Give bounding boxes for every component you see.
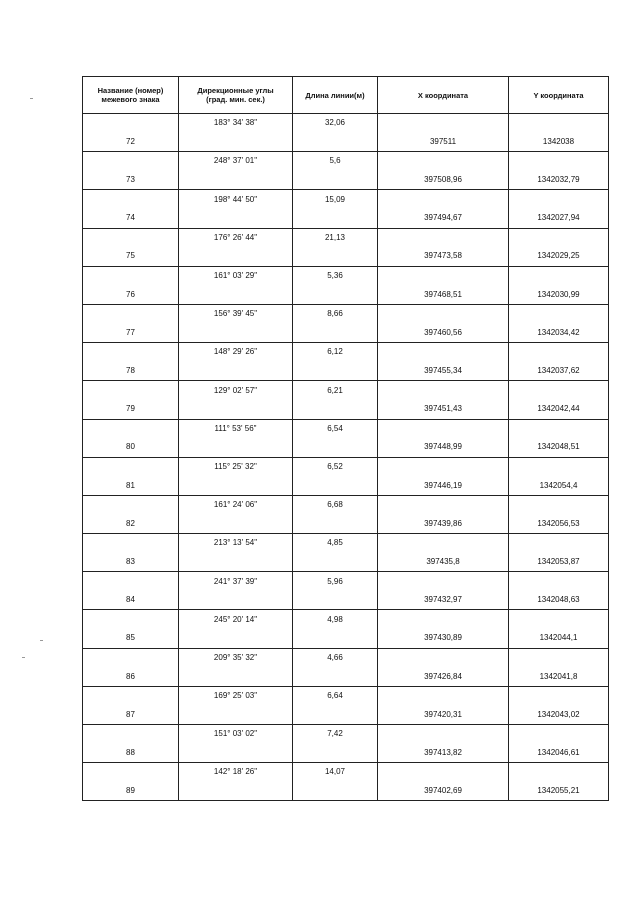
cell-y-coordinate bbox=[509, 495, 609, 514]
cell-x-coordinate: 397413,82 bbox=[378, 744, 509, 763]
cell-y-coordinate bbox=[509, 686, 609, 705]
cell-line-length bbox=[293, 438, 378, 457]
header-direction-angle: Дирекционные углы (град. мин. сек.) bbox=[179, 77, 293, 114]
cell-direction-angle: 161° 03' 29" bbox=[179, 266, 293, 285]
cell-x-coordinate bbox=[378, 495, 509, 514]
cell-y-coordinate: 1342056,53 bbox=[509, 514, 609, 533]
table-row bbox=[83, 686, 609, 705]
cell-y-coordinate bbox=[509, 648, 609, 667]
table-row bbox=[83, 610, 609, 629]
cell-direction-angle bbox=[179, 553, 293, 572]
cell-mark-name: 89 bbox=[83, 782, 179, 801]
cell-direction-angle: 148° 29' 26" bbox=[179, 343, 293, 362]
cell-y-coordinate: 1342032,79 bbox=[509, 171, 609, 190]
cell-mark-name bbox=[83, 763, 179, 782]
cell-direction-angle bbox=[179, 209, 293, 228]
header-x-coordinate: X координата bbox=[378, 77, 509, 114]
cell-line-length bbox=[293, 705, 378, 724]
table-row bbox=[83, 553, 609, 572]
cell-direction-angle: 245° 20' 14" bbox=[179, 610, 293, 629]
cell-x-coordinate: 397430,89 bbox=[378, 629, 509, 648]
cell-x-coordinate bbox=[378, 572, 509, 591]
cell-y-coordinate bbox=[509, 534, 609, 553]
cell-y-coordinate: 1342054,4 bbox=[509, 476, 609, 495]
cell-line-length: 5,96 bbox=[293, 572, 378, 591]
cell-line-length bbox=[293, 362, 378, 381]
cell-y-coordinate bbox=[509, 610, 609, 629]
cell-line-length: 14,07 bbox=[293, 763, 378, 782]
cell-x-coordinate bbox=[378, 152, 509, 171]
cell-line-length: 4,66 bbox=[293, 648, 378, 667]
cell-mark-name: 73 bbox=[83, 171, 179, 190]
cell-mark-name: 75 bbox=[83, 247, 179, 266]
cell-direction-angle: 213° 13' 54" bbox=[179, 534, 293, 553]
cell-direction-angle bbox=[179, 362, 293, 381]
table-row bbox=[83, 457, 609, 476]
cell-direction-angle bbox=[179, 171, 293, 190]
cell-mark-name: 79 bbox=[83, 400, 179, 419]
cell-line-length: 5,6 bbox=[293, 152, 378, 171]
cell-mark-name bbox=[83, 266, 179, 285]
cell-x-coordinate: 397448,99 bbox=[378, 438, 509, 457]
cell-mark-name bbox=[83, 419, 179, 438]
cell-mark-name: 83 bbox=[83, 553, 179, 572]
cell-direction-angle bbox=[179, 782, 293, 801]
cell-x-coordinate: 397460,56 bbox=[378, 324, 509, 343]
cell-mark-name bbox=[83, 534, 179, 553]
cell-direction-angle bbox=[179, 400, 293, 419]
cell-x-coordinate bbox=[378, 381, 509, 400]
cell-x-coordinate: 397455,34 bbox=[378, 362, 509, 381]
cell-y-coordinate: 1342053,87 bbox=[509, 553, 609, 572]
cell-x-coordinate bbox=[378, 534, 509, 553]
cell-x-coordinate: 397494,67 bbox=[378, 209, 509, 228]
cell-direction-angle bbox=[179, 438, 293, 457]
cell-y-coordinate bbox=[509, 190, 609, 209]
cell-direction-angle bbox=[179, 705, 293, 724]
cell-mark-name: 77 bbox=[83, 324, 179, 343]
cell-mark-name: 81 bbox=[83, 476, 179, 495]
table-row bbox=[83, 133, 609, 152]
cell-x-coordinate bbox=[378, 648, 509, 667]
cell-line-length bbox=[293, 133, 378, 152]
cell-line-length: 6,12 bbox=[293, 343, 378, 362]
cell-mark-name: 76 bbox=[83, 285, 179, 304]
table-row bbox=[83, 304, 609, 323]
table-row bbox=[83, 572, 609, 591]
table-row bbox=[83, 648, 609, 667]
table-row bbox=[83, 247, 609, 266]
cell-direction-angle: 142° 18' 26" bbox=[179, 763, 293, 782]
cell-mark-name: 85 bbox=[83, 629, 179, 648]
table-row bbox=[83, 705, 609, 724]
cell-direction-angle: 198° 44' 50" bbox=[179, 190, 293, 209]
cell-y-coordinate: 1342043,02 bbox=[509, 705, 609, 724]
cell-direction-angle bbox=[179, 285, 293, 304]
table-header-row bbox=[83, 77, 609, 114]
cell-mark-name bbox=[83, 228, 179, 247]
cell-direction-angle: 129° 02' 57" bbox=[179, 381, 293, 400]
cell-direction-angle: 241° 37' 39" bbox=[179, 572, 293, 591]
table-row bbox=[83, 114, 609, 133]
cell-direction-angle bbox=[179, 629, 293, 648]
cell-x-coordinate bbox=[378, 343, 509, 362]
table-row bbox=[83, 190, 609, 209]
cell-mark-name: 86 bbox=[83, 667, 179, 686]
cell-line-length bbox=[293, 782, 378, 801]
cell-x-coordinate: 397432,97 bbox=[378, 591, 509, 610]
cell-line-length: 6,21 bbox=[293, 381, 378, 400]
cell-x-coordinate: 397426,84 bbox=[378, 667, 509, 686]
cell-line-length: 32,06 bbox=[293, 114, 378, 133]
cell-y-coordinate: 1342038 bbox=[509, 133, 609, 152]
cell-y-coordinate: 1342027,94 bbox=[509, 209, 609, 228]
cell-y-coordinate bbox=[509, 419, 609, 438]
cell-direction-angle: 115° 25' 32" bbox=[179, 457, 293, 476]
cell-direction-angle: 169° 25' 03" bbox=[179, 686, 293, 705]
table-row bbox=[83, 782, 609, 801]
cell-x-coordinate bbox=[378, 266, 509, 285]
cell-line-length: 15,09 bbox=[293, 190, 378, 209]
cell-x-coordinate: 397446,19 bbox=[378, 476, 509, 495]
cell-line-length: 6,68 bbox=[293, 495, 378, 514]
table-row bbox=[83, 152, 609, 171]
cell-y-coordinate bbox=[509, 228, 609, 247]
cell-y-coordinate bbox=[509, 152, 609, 171]
cell-mark-name bbox=[83, 495, 179, 514]
cell-mark-name bbox=[83, 572, 179, 591]
cell-mark-name bbox=[83, 686, 179, 705]
cell-direction-angle bbox=[179, 591, 293, 610]
cell-x-coordinate bbox=[378, 686, 509, 705]
cell-line-length: 4,85 bbox=[293, 534, 378, 553]
cell-line-length bbox=[293, 324, 378, 343]
cell-direction-angle bbox=[179, 744, 293, 763]
cell-mark-name: 80 bbox=[83, 438, 179, 457]
scan-speck bbox=[22, 657, 25, 658]
cell-x-coordinate: 397435,8 bbox=[378, 553, 509, 572]
cell-mark-name: 82 bbox=[83, 514, 179, 533]
cell-line-length bbox=[293, 629, 378, 648]
cell-direction-angle bbox=[179, 247, 293, 266]
cell-y-coordinate bbox=[509, 114, 609, 133]
cell-line-length bbox=[293, 209, 378, 228]
table-row bbox=[83, 725, 609, 744]
cell-y-coordinate: 1342055,21 bbox=[509, 782, 609, 801]
cell-line-length: 21,13 bbox=[293, 228, 378, 247]
header-y-coordinate: Y координата bbox=[509, 77, 609, 114]
cell-x-coordinate bbox=[378, 457, 509, 476]
table-row bbox=[83, 495, 609, 514]
table-body bbox=[83, 114, 609, 801]
scan-speck bbox=[30, 98, 33, 99]
cell-line-length: 8,66 bbox=[293, 304, 378, 323]
cell-x-coordinate: 397511 bbox=[378, 133, 509, 152]
cell-line-length bbox=[293, 553, 378, 572]
cell-line-length: 4,98 bbox=[293, 610, 378, 629]
cell-y-coordinate: 1342030,99 bbox=[509, 285, 609, 304]
cell-y-coordinate bbox=[509, 725, 609, 744]
cell-direction-angle: 209° 35' 32" bbox=[179, 648, 293, 667]
table-row bbox=[83, 209, 609, 228]
cell-line-length bbox=[293, 171, 378, 190]
cell-x-coordinate bbox=[378, 190, 509, 209]
cell-mark-name bbox=[83, 648, 179, 667]
cell-x-coordinate bbox=[378, 114, 509, 133]
table-row bbox=[83, 438, 609, 457]
cell-mark-name bbox=[83, 152, 179, 171]
table-row bbox=[83, 514, 609, 533]
cell-mark-name: 74 bbox=[83, 209, 179, 228]
table-row bbox=[83, 667, 609, 686]
table-row bbox=[83, 362, 609, 381]
cell-direction-angle bbox=[179, 133, 293, 152]
cell-line-length: 7,42 bbox=[293, 725, 378, 744]
cell-y-coordinate bbox=[509, 457, 609, 476]
cell-y-coordinate: 1342048,51 bbox=[509, 438, 609, 457]
cell-mark-name bbox=[83, 114, 179, 133]
table-row bbox=[83, 228, 609, 247]
scan-speck bbox=[40, 640, 43, 641]
cell-x-coordinate bbox=[378, 419, 509, 438]
table-row bbox=[83, 343, 609, 362]
table-row bbox=[83, 285, 609, 304]
table-row bbox=[83, 476, 609, 495]
cell-x-coordinate: 397420,31 bbox=[378, 705, 509, 724]
cell-y-coordinate: 1342042,44 bbox=[509, 400, 609, 419]
cell-mark-name: 88 bbox=[83, 744, 179, 763]
cell-y-coordinate: 1342029,25 bbox=[509, 247, 609, 266]
cell-mark-name: 84 bbox=[83, 591, 179, 610]
table-row bbox=[83, 419, 609, 438]
cell-y-coordinate bbox=[509, 343, 609, 362]
cell-line-length: 6,52 bbox=[293, 457, 378, 476]
cell-direction-angle bbox=[179, 324, 293, 343]
cell-direction-angle: 156° 39' 45" bbox=[179, 304, 293, 323]
cell-x-coordinate: 397402,69 bbox=[378, 782, 509, 801]
cell-line-length bbox=[293, 400, 378, 419]
cell-line-length bbox=[293, 667, 378, 686]
cell-y-coordinate bbox=[509, 572, 609, 591]
cell-line-length bbox=[293, 476, 378, 495]
cell-y-coordinate: 1342046,61 bbox=[509, 744, 609, 763]
header-line-length: Длина линии(м) bbox=[293, 77, 378, 114]
cell-x-coordinate bbox=[378, 610, 509, 629]
cell-direction-angle: 151° 03' 02" bbox=[179, 725, 293, 744]
cell-line-length: 5,36 bbox=[293, 266, 378, 285]
cell-mark-name: 72 bbox=[83, 133, 179, 152]
cell-mark-name bbox=[83, 725, 179, 744]
cell-x-coordinate: 397451,43 bbox=[378, 400, 509, 419]
cell-x-coordinate bbox=[378, 228, 509, 247]
table-row bbox=[83, 629, 609, 648]
cell-x-coordinate: 397439,86 bbox=[378, 514, 509, 533]
cell-y-coordinate: 1342048,63 bbox=[509, 591, 609, 610]
cell-mark-name bbox=[83, 304, 179, 323]
header-mark-name: Название (номер) межевого знака bbox=[83, 77, 179, 114]
table-row bbox=[83, 744, 609, 763]
cell-mark-name bbox=[83, 457, 179, 476]
cell-line-length bbox=[293, 744, 378, 763]
cell-x-coordinate bbox=[378, 725, 509, 744]
cell-x-coordinate bbox=[378, 304, 509, 323]
table-row bbox=[83, 591, 609, 610]
table-row bbox=[83, 171, 609, 190]
cell-y-coordinate: 1342037,62 bbox=[509, 362, 609, 381]
cell-direction-angle bbox=[179, 476, 293, 495]
cell-y-coordinate: 1342041,8 bbox=[509, 667, 609, 686]
cell-direction-angle bbox=[179, 514, 293, 533]
cell-y-coordinate: 1342044,1 bbox=[509, 629, 609, 648]
cell-line-length bbox=[293, 247, 378, 266]
cell-direction-angle: 248° 37' 01" bbox=[179, 152, 293, 171]
cell-direction-angle bbox=[179, 667, 293, 686]
cell-mark-name: 87 bbox=[83, 705, 179, 724]
cell-y-coordinate bbox=[509, 381, 609, 400]
cell-direction-angle: 176° 26' 44" bbox=[179, 228, 293, 247]
cell-x-coordinate: 397473,58 bbox=[378, 247, 509, 266]
cell-line-length bbox=[293, 591, 378, 610]
table-row bbox=[83, 381, 609, 400]
cell-mark-name bbox=[83, 343, 179, 362]
table-row bbox=[83, 534, 609, 553]
cell-direction-angle: 161° 24' 06" bbox=[179, 495, 293, 514]
cell-y-coordinate bbox=[509, 763, 609, 782]
cell-x-coordinate bbox=[378, 763, 509, 782]
table-row bbox=[83, 266, 609, 285]
cell-line-length bbox=[293, 514, 378, 533]
cell-x-coordinate: 397508,96 bbox=[378, 171, 509, 190]
cell-y-coordinate: 1342034,42 bbox=[509, 324, 609, 343]
table-row bbox=[83, 400, 609, 419]
cell-mark-name bbox=[83, 381, 179, 400]
cell-x-coordinate: 397468,51 bbox=[378, 285, 509, 304]
cell-mark-name bbox=[83, 190, 179, 209]
cell-line-length: 6,54 bbox=[293, 419, 378, 438]
cell-direction-angle: 111° 53' 56" bbox=[179, 419, 293, 438]
cell-y-coordinate bbox=[509, 266, 609, 285]
table-row bbox=[83, 763, 609, 782]
cell-mark-name bbox=[83, 610, 179, 629]
boundary-coordinates-table bbox=[82, 76, 609, 801]
table-row bbox=[83, 324, 609, 343]
cell-direction-angle: 183° 34' 38" bbox=[179, 114, 293, 133]
cell-y-coordinate bbox=[509, 304, 609, 323]
cell-line-length: 6,64 bbox=[293, 686, 378, 705]
cell-mark-name: 78 bbox=[83, 362, 179, 381]
cell-line-length bbox=[293, 285, 378, 304]
